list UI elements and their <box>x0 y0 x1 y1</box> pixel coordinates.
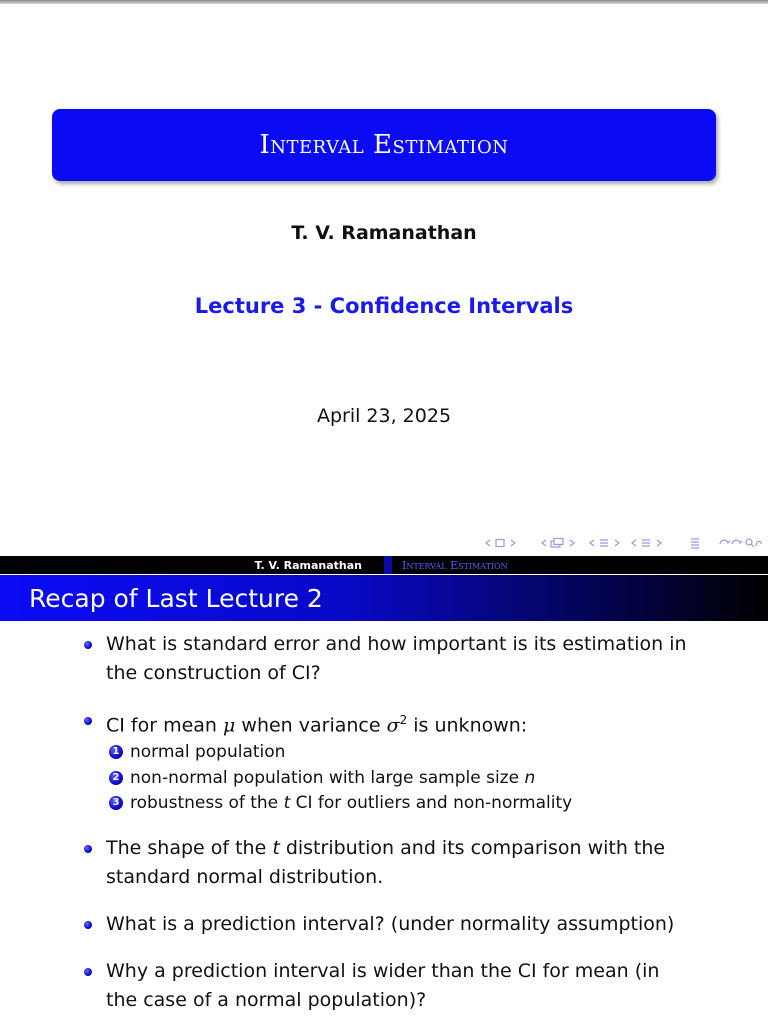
sub-item-text: normal population <box>130 742 286 763</box>
frame-title-bar <box>0 575 768 621</box>
footline <box>0 556 768 574</box>
mu-symbol: μ <box>223 714 236 737</box>
enum-badge: 2 <box>109 771 123 785</box>
list-item <box>86 630 716 688</box>
sub-item <box>112 740 716 766</box>
nav-section-icon[interactable] <box>588 535 628 551</box>
list-item <box>86 957 716 1015</box>
title-block <box>52 109 716 181</box>
sub-item <box>112 791 716 817</box>
enum-badge: 3 <box>109 796 123 810</box>
list-item-line: What is standard error and how important is its estimation in <box>106 633 687 655</box>
presentation-title: Interval Estimation <box>259 130 509 160</box>
text-run: is unknown: <box>407 714 528 737</box>
text-run: when variance <box>235 714 387 737</box>
nav-frame-icon[interactable] <box>484 535 524 551</box>
footline-title <box>384 556 768 574</box>
top-rule <box>0 0 768 4</box>
author-name: T. V. Ramanathan <box>291 222 477 244</box>
list-item-line <box>106 706 716 740</box>
list-item-line: Why a prediction interval is wider than the CI for mean (in <box>106 960 660 982</box>
text-run: CI for mean <box>106 714 223 737</box>
bullet-icon <box>84 717 92 725</box>
exponent: 2 <box>399 713 408 727</box>
list-item-line: standard normal distribution. <box>106 866 384 888</box>
list-item <box>86 910 716 939</box>
sub-item-var: t <box>283 793 291 814</box>
text-run: The shape of the <box>106 837 273 859</box>
bullet-icon <box>84 845 92 853</box>
bullet-icon <box>84 641 92 649</box>
sub-item-text: non-normal population with large sample size <box>130 767 525 788</box>
bullet-icon <box>84 921 92 929</box>
lecture-subtitle: Lecture 3 - Confidence Intervals <box>194 294 574 318</box>
text-run: distribution and its comparison with the <box>279 837 666 859</box>
t-var: t <box>272 837 280 859</box>
enum-badge: 1 <box>109 745 123 759</box>
sigma-symbol: σ <box>386 714 400 737</box>
list-item-line: the construction of CI? <box>106 662 321 684</box>
presentation-date: April 23, 2025 <box>316 405 452 427</box>
list-item-line: What is a prediction interval? (under normality assumption) <box>106 913 675 935</box>
nav-section-icon-2[interactable] <box>630 535 670 551</box>
footline-author: T. V. Ramanathan <box>0 556 384 574</box>
bullet-icon <box>84 968 92 976</box>
list-item <box>86 834 716 892</box>
list-item-line: the case of a normal population)? <box>106 989 427 1011</box>
list-item-line <box>106 834 716 863</box>
frame-title: Recap of Last Lecture 2 <box>29 583 323 613</box>
nav-align-icon[interactable] <box>688 535 702 551</box>
sub-item-text: robustness of the <box>130 793 284 814</box>
nav-subsection-icon[interactable] <box>540 535 584 551</box>
list-item <box>86 706 716 817</box>
footline-title-text: Interval Estimation <box>402 558 508 572</box>
footline-divider <box>384 556 392 574</box>
sub-item-text-after: CI for outliers and non-normality <box>290 793 573 814</box>
sub-item <box>112 766 716 792</box>
nav-search-icon[interactable] <box>718 535 762 551</box>
sub-item-var: n <box>524 767 536 788</box>
